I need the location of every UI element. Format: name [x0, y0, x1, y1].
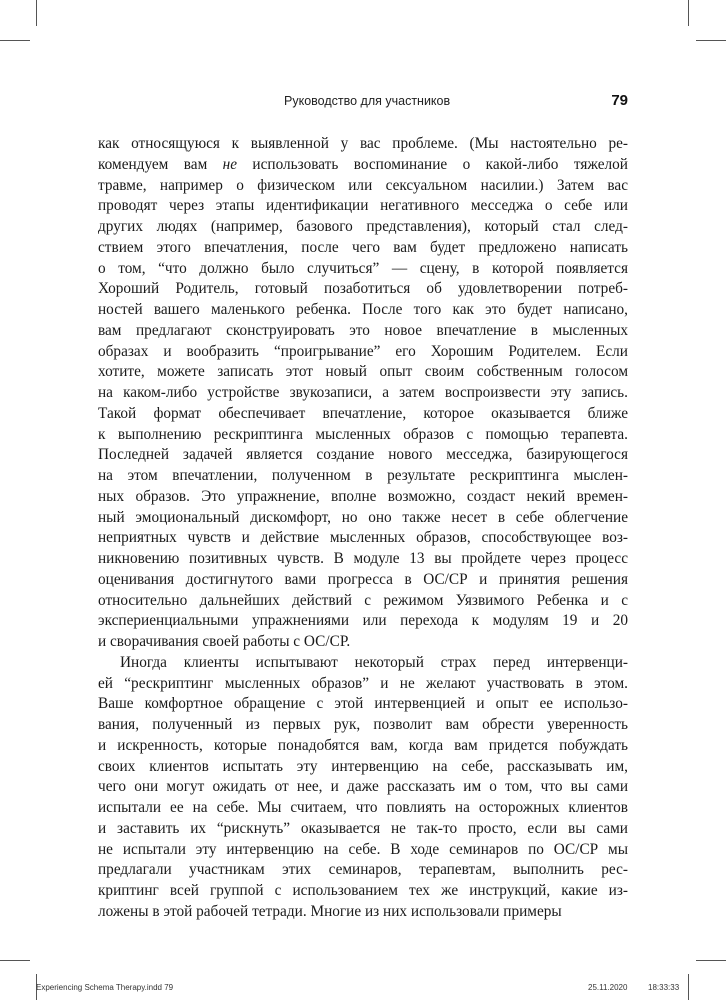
running-header	[98, 94, 628, 114]
text-line: хотите, можете записать этот новый опыт своим собственным голосом	[98, 363, 628, 381]
text-line: вания, полученный из первых рук, позволит вам обрести уверенность	[98, 716, 628, 733]
text-line: криптинг всей группой с использованием тех же инструкций, какие из-	[98, 882, 628, 899]
crop-mark-top-right	[688, 0, 689, 26]
text-line: никновению позитивных чувств. В модуле 13 вы пройдете через процесс	[98, 550, 628, 567]
text-line: относительно дальнейших действий с режимом Уязвимого Ребенка и с	[98, 591, 628, 609]
text-line: неприятных чувств и действие мысленных образов, способствующее воз-	[98, 529, 628, 547]
crop-mark-top-left	[36, 0, 37, 26]
text-line: Хороший Родитель, готовый позаботиться об удовлетворении потреб-	[98, 280, 628, 298]
crop-mark-left-bottom	[0, 960, 30, 961]
text-line: ей “рескриптинг мысленных образов” и не желают участвовать в этом.	[98, 674, 628, 692]
text-line: на каком-либо устройстве звукозаписи, а затем воспроизвести эту запись.	[98, 384, 628, 401]
text-line: и заставить их “рискнуть” оказывается не так-то просто, если вы сами	[98, 819, 628, 837]
crop-mark-right-top	[696, 40, 726, 41]
text-line: комендуем вам не использовать воспоминание о какой-либо тяжелой	[98, 155, 628, 173]
text-line: Последней задачей является создание нового месседжа, базирующегося	[98, 446, 628, 464]
text-line: других людях (например, базового представления), который стал след-	[98, 218, 628, 235]
text-line: ный эмоциональный дискомфорт, но оно также несет в себе облегчение	[98, 508, 628, 526]
text-line: ложены в этой рабочей тетради. Многие из них использовали примеры	[98, 902, 562, 920]
text-line: проводят через этапы идентификации негативного месседжа о себе или	[98, 197, 628, 215]
body-text	[98, 134, 628, 923]
paragraph-2	[98, 653, 628, 923]
page-number: 79	[611, 92, 628, 109]
text-line: Ваше комфортное обращение с этой интервенцией и опыт ее использо-	[98, 695, 628, 713]
text-line: как относящуюся к выявленной у вас проблеме. (Мы настоятельно ре-	[98, 135, 628, 152]
text-line: своих клиентов испытать эту интервенцию на себе, рассказывать им,	[98, 757, 628, 775]
text-line: образах и вообразить “проигрывание” его Хорошим Родителем. Если	[98, 342, 628, 360]
crop-mark-bottom-right	[688, 974, 689, 1000]
text-line: Иногда клиенты испытывают некоторый страх перед интервенци-	[120, 653, 628, 671]
text-line: ных образов. Это упражнение, вполне возможно, создаст некий времен-	[98, 487, 628, 505]
text-line: оценивания достигнутого вами прогресса в ОС/СР и принятия решения	[98, 570, 628, 588]
paragraph-1	[98, 134, 628, 653]
crop-mark-left-top	[0, 40, 30, 41]
text-line: экспериенциальными упражнениями или перехода к модулям 19 и 20	[98, 612, 628, 630]
text-line: на этом впечатлении, полученном в результате рескриптинга мыслен-	[98, 467, 628, 484]
text-line: и искренность, которые понадобятся вам, когда вам придется побуждать	[98, 736, 628, 754]
running-title: Руководство для участников	[284, 94, 451, 108]
text-line: не испытали эту интервенцию на себе. В ходе семинаров по ОС/СР мы	[98, 840, 628, 858]
text-line: ностей вашего маленького ребенка. После того как это будет написано,	[98, 301, 628, 318]
text-line: ствием этого впечатления, после чего вам будет предложено написать	[98, 238, 628, 256]
text-line: травме, например о физическом или сексуальном насилии.) Затем вас	[98, 176, 628, 194]
text-line: вам предлагают сконструировать это новое впечатление в мысленных	[98, 321, 628, 339]
text-line: предлагали участникам этих семинаров, терапевтам, выполнить рес-	[98, 861, 628, 879]
slug-date: 25.11.2020	[588, 983, 628, 992]
text-line: к выполнению рескриптинга мысленных образов с помощью терапевта.	[98, 425, 628, 443]
text-line: о том, “что должно было случиться” — сцену, в которой появляется	[98, 259, 628, 277]
text-line: Такой формат обеспечивает впечатление, которое оказывается ближе	[98, 404, 628, 422]
slug-file-info: Experiencing Schema Therapy.indd 79	[36, 983, 174, 992]
crop-mark-right-bottom	[696, 960, 726, 961]
text-line: чего они могут ожидать от нее, и даже рассказать им о том, что вы сами	[98, 778, 628, 796]
emphasis-word: не	[222, 155, 238, 173]
slug-time: 18:33:33	[648, 983, 680, 992]
text-line: и сворачивания своей работы с ОС/СР.	[98, 633, 351, 650]
text-line: испытали ее на себе. Мы считаем, что повлиять на осторожных клиентов	[98, 799, 628, 816]
